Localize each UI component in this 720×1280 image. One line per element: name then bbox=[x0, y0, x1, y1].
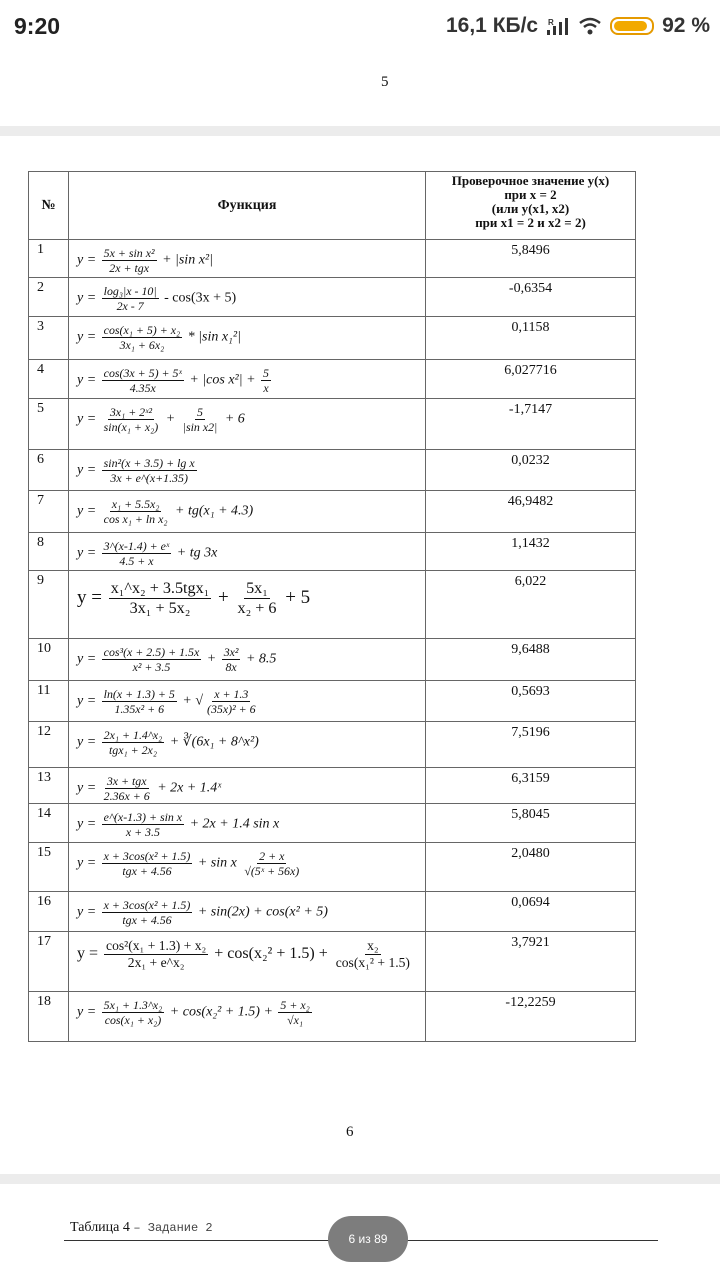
table-row bbox=[29, 804, 636, 843]
row-number: 7 bbox=[29, 491, 69, 533]
table-row bbox=[29, 317, 636, 360]
formula-image: y = $\frac{\text{5x₁ + 1.3\textasciicircum{}x₂}}{\text{cos(x₁ + x₂)}}$ + cos(x₂² + 1.5) + $\frac{\text{5 + x₂}}{\text{√x₁}}$ bbox=[69, 992, 426, 1042]
check-value: 1,1432 bbox=[426, 533, 636, 571]
formula-image: y = $\frac{\text{3\textasciicircum{}(x-1.4) + eˣ}}{4.5 + x}$ + tg 3x bbox=[69, 533, 426, 571]
table-title: Таблица 4 – Задание 2 bbox=[70, 1220, 213, 1235]
row-number: 6 bbox=[29, 450, 69, 491]
check-value: 46,9482 bbox=[426, 491, 636, 533]
formula-image: y = 2x₁ + 1.4^x₂ tgx₁ + 2x₂ + ∛(6x₁ + 8^x²) bbox=[69, 722, 426, 768]
battery-icon bbox=[610, 17, 654, 35]
status-time: 9:20 bbox=[14, 12, 61, 39]
check-value: 5,8496 bbox=[426, 240, 636, 278]
header-number: № bbox=[29, 172, 69, 240]
check-value: 6,3159 bbox=[426, 768, 636, 804]
row-number: 5 bbox=[29, 399, 69, 450]
check-value: 0,5693 bbox=[426, 681, 636, 722]
functions-table bbox=[28, 171, 636, 1042]
row-number: 12 bbox=[29, 722, 69, 768]
row-number: 15 bbox=[29, 843, 69, 892]
row-number: 11 bbox=[29, 681, 69, 722]
formula-image: y = 5x + sin x² 2x + tgx + |sin x²| bbox=[69, 240, 426, 278]
page-number: 6 bbox=[346, 1124, 354, 1140]
row-number: 13 bbox=[29, 768, 69, 804]
row-number: 8 bbox=[29, 533, 69, 571]
table-row bbox=[29, 571, 636, 639]
header-function: Функция bbox=[69, 172, 426, 240]
formula-image: y = $\frac{\text{cos³(x + 2.5) + 1.5x}}{\text{x² + 3.5}}$ + $\frac{\text{3x²}}{8x}$ + 8.5 bbox=[69, 639, 426, 681]
row-number: 10 bbox=[29, 639, 69, 681]
check-value: -1,7147 bbox=[426, 399, 636, 450]
header-check-value: Проверочное значение y(x) при x = 2 (или y(x1, x2) при x1 = 2 и x2 = 2) bbox=[426, 172, 636, 240]
network-speed: 16,1 КБ/с bbox=[445, 14, 539, 37]
page-6[interactable] bbox=[0, 136, 720, 1174]
row-number: 16 bbox=[29, 892, 69, 932]
formula-image: y = $\frac{\text{x₁ + 5.5x₂}}{\text{cos x₁ + ln x₂}}$ + tg(x₁ + 4.3) bbox=[69, 491, 426, 533]
table-row bbox=[29, 681, 636, 722]
row-number: 9 bbox=[29, 571, 69, 639]
formula-image: y = $\frac{\text{cos(x₁ + 5) + x₂}}{\text{3x₁ + 6x₂}}$ * |sin x₁²| bbox=[69, 317, 426, 360]
table-row bbox=[29, 450, 636, 491]
row-number: 17 bbox=[29, 932, 69, 992]
table-row bbox=[29, 992, 636, 1042]
status-bar bbox=[0, 0, 720, 52]
formula-image: y = $\frac{\text{cos(3x + 5) + 5ˣ}}{4.35x}$ + |cos x²| + $\frac{5}{x}$ bbox=[69, 360, 426, 399]
status-right bbox=[446, 14, 710, 38]
task-label: – Задание 2 bbox=[133, 1221, 213, 1235]
check-value: 0,0694 bbox=[426, 892, 636, 932]
table-row bbox=[29, 399, 636, 450]
table-row bbox=[29, 533, 636, 571]
formula-image: y = x₁^x₂ + 3.5tgx₁ 3x₁ + 5x₂ + $\frac{\text{5x₁}}{\text{x₂ + 6}}$ + 5 bbox=[69, 571, 426, 639]
check-value: 0,0232 bbox=[426, 450, 636, 491]
table-row bbox=[29, 768, 636, 804]
row-number: 4 bbox=[29, 360, 69, 399]
formula-image: y = $\frac{\text{e\textasciicircum{}(x-1.3) + sin x}}{x + 3.5}$ + 2x + 1.4 sin x bbox=[69, 804, 426, 843]
formula-image: y = x + 3cos(x² + 1.5) tgx + 4.56 + sin x $\frac{2 + x}{\text{√(5ˣ + 56x)}}$ bbox=[69, 843, 426, 892]
table-row bbox=[29, 278, 636, 317]
formula-image: y = x + 3cos(x² + 1.5) tgx + 4.56 + sin(2x) + cos(x² + 5) bbox=[69, 892, 426, 932]
page-5 bbox=[0, 52, 720, 126]
check-value: 3,7921 bbox=[426, 932, 636, 992]
table-row bbox=[29, 892, 636, 932]
page-number: 5 bbox=[381, 74, 389, 90]
formula-image: y = $\frac{\text{3x₁ + 2ˣ²}}{\text{sin(x₁ + x₂)}}$ + $\frac{5}{\text{|sin x2|}}$ + 6 bbox=[69, 399, 426, 450]
check-value: 6,027716 bbox=[426, 360, 636, 399]
page-indicator[interactable]: 6 из 89 bbox=[328, 1216, 408, 1262]
check-value: 2,0480 bbox=[426, 843, 636, 892]
table-row bbox=[29, 240, 636, 278]
formula-image: y = $\frac{\text{cos²(x₁ + 1.3) + x₂}}{\text{2x₁ + e\textasciicircum{}x₂}}$ + cos(x₂² + 1.5) + $\frac{\text{x₂}}{\text{cos(x₁² + 1.5)}}$ bbox=[69, 932, 426, 992]
table-row bbox=[29, 722, 636, 768]
check-value: 7,5196 bbox=[426, 722, 636, 768]
row-number: 18 bbox=[29, 992, 69, 1042]
signal-icon bbox=[546, 16, 570, 36]
check-value: 6,022 bbox=[426, 571, 636, 639]
table-header-row bbox=[29, 172, 636, 240]
battery-percent: 92 % bbox=[662, 14, 710, 37]
check-value: -12,2259 bbox=[426, 992, 636, 1042]
table-row bbox=[29, 639, 636, 681]
formula-image: y = $\frac{\text{log₃|x - 10|}}{2x - 7}$ - cos(3x + 5) bbox=[69, 278, 426, 317]
row-number: 14 bbox=[29, 804, 69, 843]
row-number: 3 bbox=[29, 317, 69, 360]
table-row bbox=[29, 360, 636, 399]
check-value: 9,6488 bbox=[426, 639, 636, 681]
check-value: 5,8045 bbox=[426, 804, 636, 843]
svg-text:R: R bbox=[548, 18, 554, 27]
check-value: 0,1158 bbox=[426, 317, 636, 360]
table-row bbox=[29, 491, 636, 533]
row-number: 1 bbox=[29, 240, 69, 278]
table-row bbox=[29, 843, 636, 892]
table-row bbox=[29, 932, 636, 992]
check-value: -0,6354 bbox=[426, 278, 636, 317]
formula-image: y = 3x + tgx 2.36x + 6 + 2x + 1.4ˣ bbox=[69, 768, 426, 804]
row-number: 2 bbox=[29, 278, 69, 317]
formula-image: y = $\frac{\text{sin²(x + 3.5) + lg x}}{3x + e\^{}(x+1.35)}$ bbox=[69, 450, 426, 491]
wifi-icon bbox=[578, 16, 602, 36]
formula-image: y = $\frac{\ln(x + 1.3) + 5}{\text{1.35x² + 6}}$ + √ $\frac{x + 1.3}{\text{(35x)² + 6}}$ bbox=[69, 681, 426, 722]
